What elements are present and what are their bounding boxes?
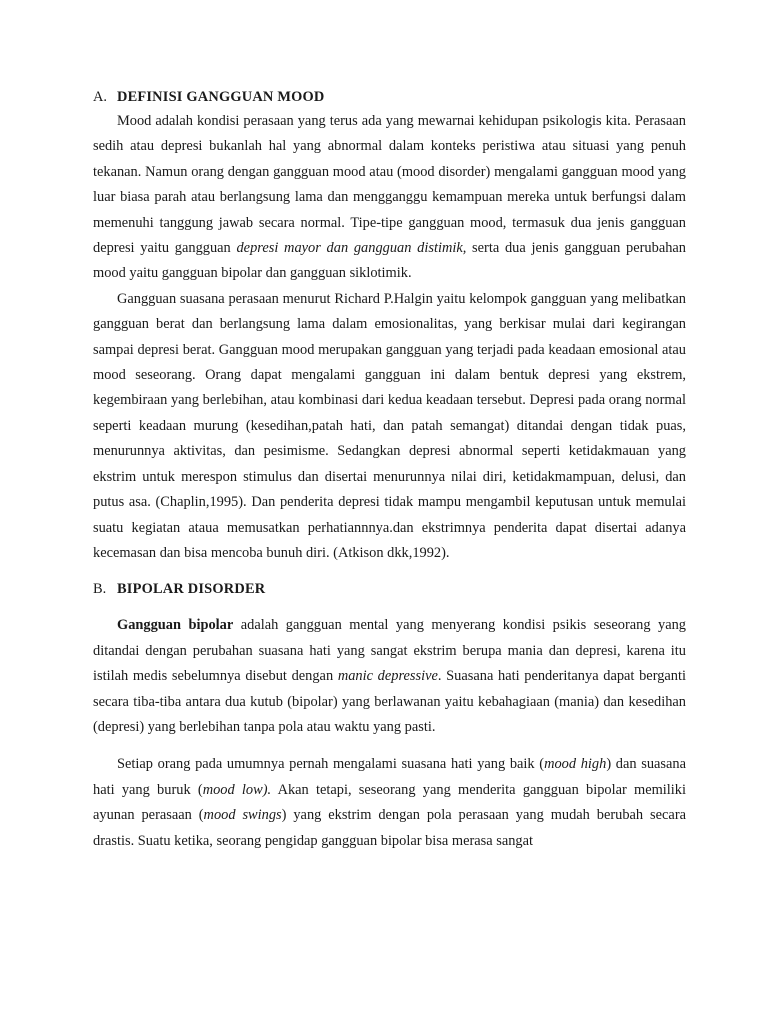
section-a-paragraph-1	[93, 109, 686, 287]
run-italic: depresi mayor dan gangguan distimik,	[236, 240, 467, 257]
run-italic: mood high	[544, 756, 607, 773]
section-b-title: BIPOLAR DISORDER	[117, 581, 266, 598]
run: Mood adalah kondisi perasaan yang terus ada yang mewarnai kehidupan psikologis kita. Perasaan sedih atau depresi bukanlah hal yang abnormal dalam konteks peristiwa atau situasi yang penuh tekanan. Namun orang dengan gangguan mood atau (mood disorder) mengalami gangguan mood yang luar biasa parah atau berlangsung lama dan mengganggu kemampuan mereka untuk berfungsi dalam memenuhi tanggung jawab secara normal. Tipe-tipe gangguan mood, termasuk dua jenis gangguan depresi yaitu gangguan	[93, 113, 686, 257]
run-italic: mood low).	[202, 781, 272, 798]
document-page	[93, 85, 686, 854]
run-italic: manic depressive	[337, 668, 438, 685]
run: adalah gangguan mental yang menyerang kondisi psikis seseorang yang ditandai dengan perubahan suasana hati yang sangat ekstrim berupa mania dan depresi, karena itu istilah medis sebelumnya disebut dengan	[93, 617, 686, 685]
run: Setiap orang pada umumnya pernah mengalami suasana hati yang baik (	[117, 756, 545, 773]
run-bold: Gangguan bipolar	[117, 617, 234, 634]
run: ) dan suasana hati yang buruk (	[93, 756, 686, 798]
run: ) yang ekstrim dengan pola perasaan yang mudah berubah secara drastis. Suatu ketika, seorang pengidap gangguan bipolar bisa merasa sangat	[93, 807, 686, 849]
run: . Suasana hati penderitanya dapat berganti secara tiba-tiba antara dua kutub (bipolar) yang berlawanan yaitu kebahagiaan (mania) dan kesedihan (depresi) yang berlebihan tanpa pola atau waktu yang pasti.	[93, 668, 686, 735]
run-italic: mood swings	[203, 807, 282, 824]
section-a-paragraph-2	[93, 287, 686, 566]
run: serta dua jenis gangguan perubahan mood yaitu gangguan bipolar dan gangguan siklotimik.	[93, 240, 686, 282]
section-b-letter: B.	[93, 581, 107, 598]
section-b-heading	[93, 577, 686, 601]
section-a-heading	[93, 85, 686, 109]
section-a-title: DEFINISI GANGGUAN MOOD	[117, 89, 325, 105]
run: Gangguan suasana perasaan menurut Richard P.Halgin yaitu kelompok gangguan yang melibatkan gangguan berat dan berlangsung lama dalam emosionalitas, yang berkisar mulai dari kegirangan sampai depresi berat. Gangguan mood merupakan gangguan yang terjadi pada keadaan emosional atau mood seseorang. Orang dapat mengalami gangguan ini dalam bentuk depresi yang ekstrem, kegembiraan yang berlebihan, atau kombinasi dari kedua keadaan tersebut. Depresi pada orang normal seperti keadaan murung (kesedihan,patah hati, dan patah semangat) ditandai dengan tidak puas, menurunnya aktivitas, dan pesimisme. Sedangkan depresi abnormal seperti ketidakmauan yang ekstrim untuk merespon stimulus dan disertai menurunnya nilai diri, ketidakmampuan, delusi, dan putus asa. (Chaplin,1995). Dan penderita depresi tidak mampu mengambil keputusan untuk memulai suatu kegiatan ataua memusatkan perhatiannnya.dan ekstrimnya penderita dapat disertai adanya kecemasan dan bisa mencoba bunuh diri. (Atkison dkk,1992).	[93, 290, 686, 561]
run: Akan tetapi, seseorang yang menderita gangguan bipolar memiliki ayunan perasaan (	[93, 781, 686, 824]
section-b-paragraph-1	[93, 613, 686, 740]
section-a-letter: A.	[93, 89, 107, 105]
section-b-paragraph-2	[93, 752, 686, 854]
